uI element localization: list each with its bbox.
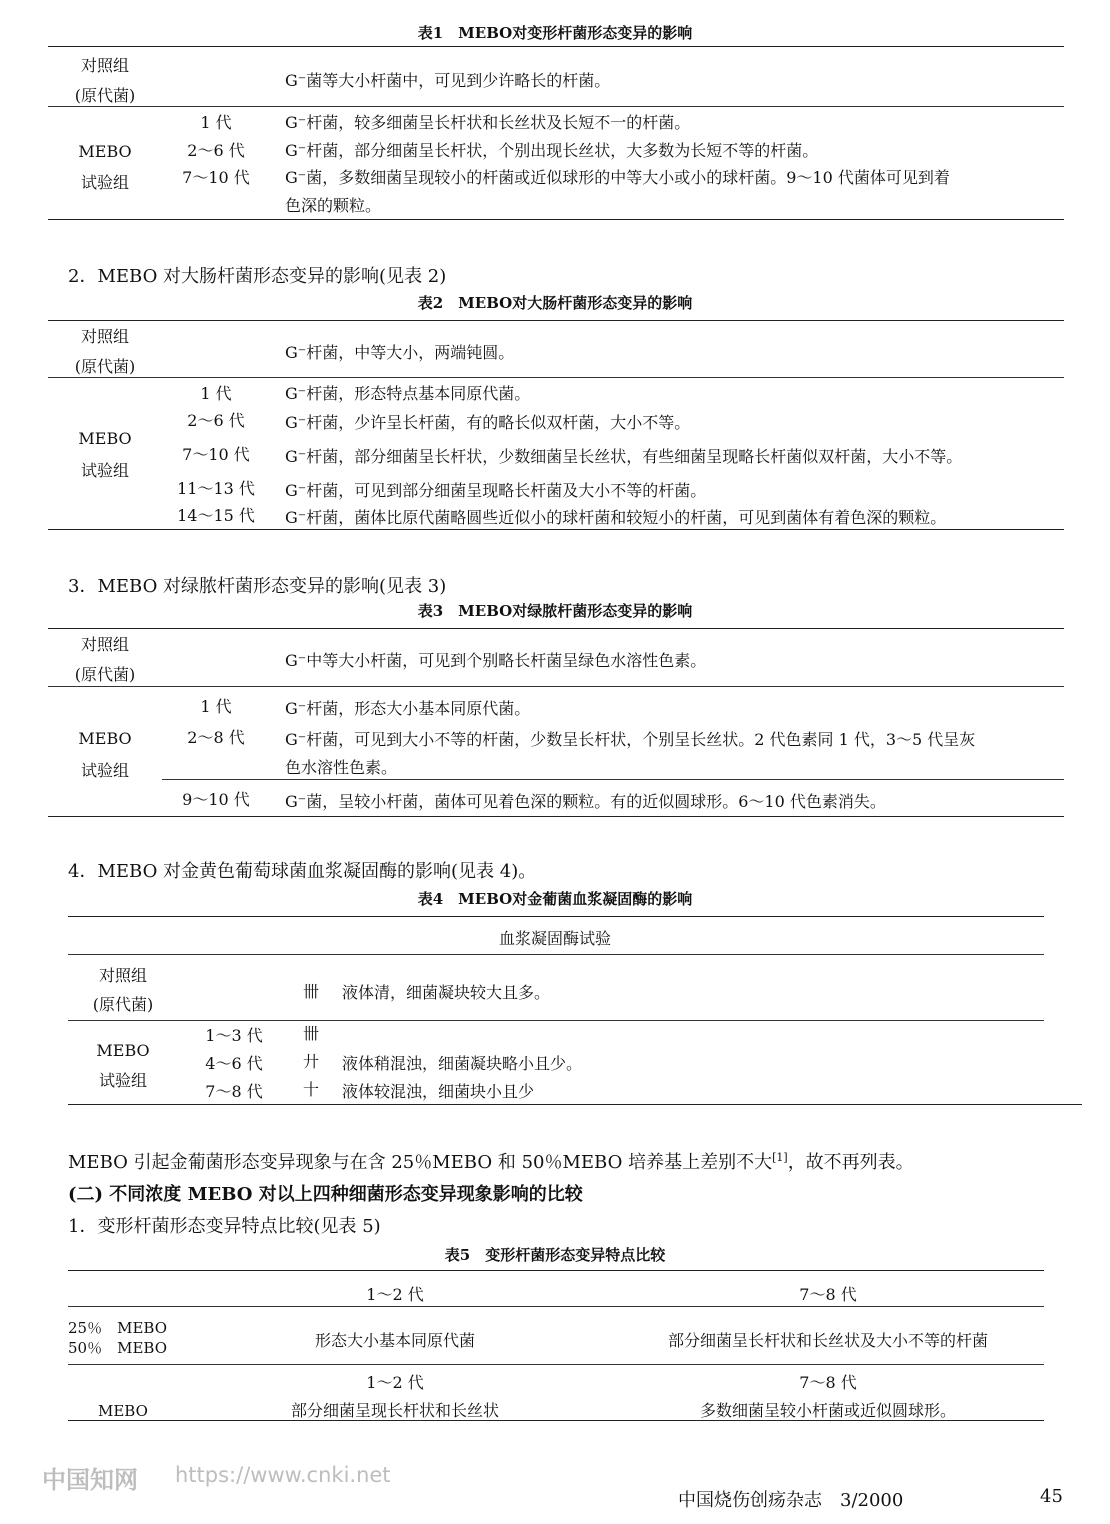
- table4-row-mark: 廾: [303, 1052, 320, 1071]
- subsection-heading: (二) 不同浓度 MEBO 对以上四种细菌形态变异现象影响的比较: [68, 1184, 583, 1205]
- section-heading-2: 2．MEBO 对大肠杆菌形态变异的影响(见表 2): [68, 266, 447, 287]
- section-heading-5: 1．变形杆菌形态变异特点比较(见表 5): [68, 1216, 381, 1237]
- table2-group-sublabel: 试验组: [80, 461, 129, 480]
- table5-top-rule: [68, 1270, 1044, 1271]
- table3-caption: 表3 MEBO对绿脓杆菌形态变异的影响: [417, 602, 693, 620]
- table5-row1-cell: 部分细菌呈长杆状和长丝状及大小不等的杆菌: [667, 1331, 988, 1350]
- table2-row-desc: G⁻杆菌，少许呈长杆菌，有的略长似双杆菌，大小不等。: [285, 413, 691, 432]
- table1-caption: 表1 MEBO对变形杆菌形态变异的影响: [417, 24, 693, 42]
- body-paragraph-text: MEBO 引起金葡菌形态变异现象与在含 25％MEBO 和 50％MEBO 培养基上差别不大: [68, 1152, 773, 1173]
- table2-control-sublabel: (原代菌): [74, 357, 136, 376]
- table3-control-sublabel: (原代菌): [74, 665, 136, 684]
- table5-bottom-rule: [68, 1420, 1044, 1421]
- table2-control-label: 对照组: [80, 327, 129, 346]
- section-heading-3: 3．MEBO 对绿脓杆菌形态变异的影响(见表 3): [68, 576, 447, 597]
- table2-mid-rule: [48, 377, 1064, 378]
- table2-row-gen: 1 代: [200, 384, 232, 403]
- table2-row-desc: G⁻杆菌，菌体比原代菌略圆些近似小的球杆菌和较短小的杆菌，可见到菌体有着色深的颗粒。: [285, 508, 947, 527]
- table3-row-gen: 2～8 代: [187, 728, 245, 747]
- table3-group-sublabel: 试验组: [80, 761, 129, 780]
- table3-row-desc: G⁻杆菌，形态大小基本同原代菌。: [285, 699, 531, 718]
- table4-control-desc: 液体清，细菌凝块较大且多。: [342, 983, 551, 1002]
- table5-row2-header: 1～2 代: [366, 1373, 424, 1392]
- table5-row1-label: 25％ MEBO: [68, 1319, 167, 1337]
- table5-row1-cell: 形态大小基本同原代菌: [314, 1331, 475, 1350]
- table4-row-gen: 4～6 代: [205, 1054, 263, 1073]
- table5-caption: 表5 变形杆菌形态变异特点比较: [444, 1246, 666, 1264]
- table5-header-rule: [68, 1306, 1044, 1307]
- table2-group-label: MEBO: [78, 429, 132, 448]
- table2-row-gen: 11～13 代: [177, 479, 255, 498]
- table5-row2-cell: 多数细菌呈较小杆菌或近似圆球形。: [699, 1401, 956, 1420]
- table5-row2-cell: 部分细菌呈现长杆状和长丝状: [290, 1401, 499, 1420]
- table1-row-gen: 2～6 代: [187, 141, 245, 160]
- table1-control-sublabel: (原代菌): [74, 86, 136, 105]
- table4-mid-rule: [68, 1020, 1044, 1021]
- table3-mid-rule: [48, 686, 1064, 687]
- table4-row-desc: 液体稍混浊，细菌凝块略小且少。: [342, 1054, 583, 1073]
- table1-group-label: MEBO: [78, 142, 132, 161]
- body-paragraph-tail: ，故不再列表。: [787, 1152, 914, 1173]
- watermark-url: https://www.cnki.net: [175, 1463, 391, 1487]
- table4-group-sublabel: 试验组: [98, 1071, 147, 1090]
- table3-row-gen: 9～10 代: [182, 790, 250, 809]
- table4-control-sublabel: (原代菌): [92, 995, 154, 1014]
- table2-row-gen: 2～6 代: [187, 411, 245, 430]
- table1-row-gen: 7～10 代: [182, 168, 250, 187]
- table2-row-gen: 14～15 代: [177, 506, 255, 525]
- table1-row-desc: G⁻菌，多数细菌呈现较小的杆菌或近似球形的中等大小或小的球杆菌。9～10 代菌体可见到着: [285, 168, 950, 187]
- section-heading-4: 4．MEBO 对金黄色葡萄球菌血浆凝固酶的影响(见表 4)。: [68, 861, 537, 882]
- table2-caption: 表2 MEBO对大肠杆菌形态变异的影响: [417, 294, 693, 312]
- table1-control-label: 对照组: [80, 56, 129, 75]
- table2-top-rule: [48, 320, 1064, 321]
- table1-mid-rule: [48, 106, 1064, 107]
- table3-control-desc: G⁻中等大小杆菌，可见到个别略长杆菌呈绿色水溶性色素。: [285, 651, 707, 670]
- table3-top-rule: [48, 628, 1064, 629]
- table1-row-desc: G⁻杆菌，较多细菌呈长杆状和长丝状及长短不一的杆菌。: [285, 113, 691, 132]
- citation-ref: [1]: [772, 1151, 788, 1164]
- table2-row-gen: 7～10 代: [182, 445, 250, 464]
- table3-bottom-rule: [48, 816, 1064, 817]
- table3-row-desc-cont: 色水溶性色素。: [285, 758, 398, 777]
- journal-footer: 中国烧伤创疡杂志 3/2000: [678, 1490, 904, 1511]
- table1-top-rule: [48, 46, 1064, 47]
- table3-row-desc: G⁻菌，呈较小杆菌，菌体可见着色深的颗粒。有的近似圆球形。6～10 代色素消失。: [285, 792, 886, 811]
- table1-row-desc: G⁻杆菌，部分细菌呈长杆状，个别出现长丝状，大多数为长短不等的杆菌。: [285, 141, 819, 160]
- table5-mid-rule: [68, 1364, 1044, 1365]
- table5-row2-header: 7～8 代: [799, 1373, 857, 1392]
- table5-row2-label: MEBO: [98, 1402, 148, 1420]
- table4-row-mark: 卌: [303, 1024, 320, 1043]
- table2-control-desc: G⁻杆菌，中等大小，两端钝圆。: [285, 343, 515, 362]
- table4-control-label: 对照组: [98, 966, 147, 985]
- page-number: 45: [1040, 1486, 1063, 1507]
- table1-row-desc-cont: 色深的颗粒。: [285, 196, 382, 215]
- table1-control-desc: G⁻菌等大小杆菌中，可见到少许略长的杆菌。: [285, 71, 611, 90]
- table4-row-gen: 1～3 代: [205, 1026, 263, 1045]
- table4-control-mark: 卌: [303, 982, 320, 1001]
- table1-row-gen: 1 代: [200, 113, 232, 132]
- table2-row-desc: G⁻杆菌，可见到部分细菌呈现略长杆菌及大小不等的杆菌。: [285, 481, 707, 500]
- table5-col-header: 1～2 代: [366, 1285, 424, 1304]
- table4-bottom-rule: [68, 1104, 1082, 1105]
- table4-header-rule: [68, 954, 1044, 955]
- table3-row-gen: 1 代: [200, 697, 232, 716]
- table3-inner-rule: [162, 779, 1064, 780]
- body-paragraph: [68, 1148, 914, 1174]
- table2-row-desc: G⁻杆菌，部分细菌呈长杆状，少数细菌呈长丝状，有些细菌呈现略长杆菌似双杆菌，大小不等。: [285, 447, 963, 466]
- table3-control-label: 对照组: [80, 635, 129, 654]
- table1-group-sublabel: 试验组: [80, 173, 129, 192]
- table1-bottom-rule: [48, 219, 1064, 220]
- table4-top-rule: [68, 916, 1044, 917]
- table4-row-desc: 液体较混浊，细菌块小且少: [342, 1082, 535, 1101]
- table4-row-gen: 7～8 代: [205, 1082, 263, 1101]
- table3-group-label: MEBO: [78, 729, 132, 748]
- table2-bottom-rule: [48, 529, 1064, 530]
- table4-group-label: MEBO: [96, 1041, 150, 1060]
- watermark-logo: 中国知网: [42, 1466, 138, 1494]
- table4-caption: 表4 MEBO对金葡菌血浆凝固酶的影响: [417, 890, 693, 908]
- table5-row1-label: 50％ MEBO: [68, 1339, 167, 1357]
- table3-row-desc: G⁻杆菌，可见到大小不等的杆菌，少数呈长杆状，个别呈长丝状。2 代色素同 1 代，3～5 代呈灰: [285, 730, 976, 749]
- table5-col-header: 7～8 代: [799, 1285, 857, 1304]
- table2-row-desc: G⁻杆菌，形态特点基本同原代菌。: [285, 384, 531, 403]
- table4-row-mark: 十: [303, 1080, 320, 1099]
- table4-header: 血浆凝固酶试验: [498, 929, 611, 948]
